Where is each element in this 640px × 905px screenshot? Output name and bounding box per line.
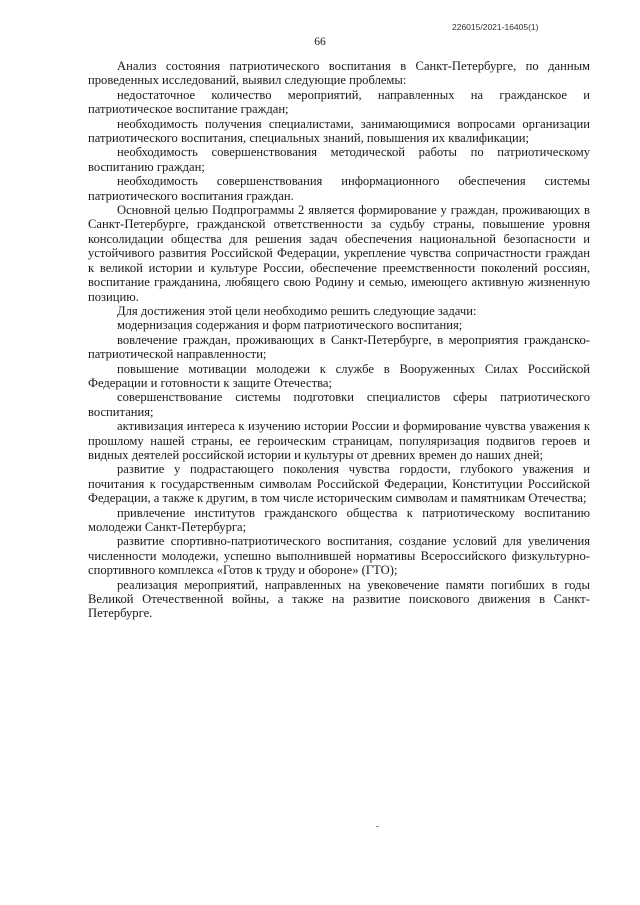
paragraph-task-9: реализация мероприятий, направленных на увековечение памяти погибших в годы Великой Отечественной войны, а также на развитие поискового движения в Санкт-Петербурге. [88,577,590,621]
paragraph-analysis-intro: Анализ состояния патриотического воспитания в Санкт-Петербурге, по данным проведенных исследований, выявил следующие проблемы: [88,59,590,88]
scan-speck [376,826,379,827]
paragraph-problem-3: необходимость совершенствования методической работы по патриотическому воспитанию граждан; [88,145,590,174]
paragraph-tasks-intro: Для достижения этой цели необходимо решить следующие задачи: [117,303,477,318]
paragraph-main-goal: Основной целью Подпрограммы 2 является формирование у граждан, проживающих в Санкт-Петербурге, гражданской ответственности за судьбу страны, повышение уровня консолидации общества для решения задач обеспечения национальной безопасности и устойчивого развития Российской Федерации, укрепление чувства сопричастности граждан к великой истории и культуре России, обеспечение преемственности поколений россиян, воспитание гражданина, любящего свою Родину и семью, имеющего активную жизненную позицию. [88,203,590,304]
paragraph-problem-2: необходимость получения специалистами, занимающимися вопросами организации патриотического воспитания, специальных знаний, повышения их квалификации; [88,116,590,146]
page-number: 66 [314,36,326,48]
document-body [88,59,590,621]
document-registration-number: 226015/2021-16405(1) [452,22,539,32]
paragraph-problem-4: необходимость совершенствования информационного обеспечения системы патриотического воспитания граждан. [88,174,590,203]
paragraph-task-5: активизация интереса к изучению истории России и формирование чувства уважения к прошлому нашей страны, ее героическим страницам, популяризация подвигов героев и видных деятелей российской истории и культуры от древних времен до наших дней; [88,419,590,462]
paragraph-task-7: привлечение институтов гражданского общества к патриотическому воспитанию молодежи Санкт-Петербурга; [88,505,590,534]
paragraph-task-1: модернизация содержания и форм патриотического воспитания; [117,318,463,333]
paragraph-task-3: повышение мотивации молодежи к службе в Вооруженных Силах Российской Федерации и готовности к защите Отечества; [88,361,590,390]
paragraph-problem-1: недостаточное количество мероприятий, направленных на гражданское и патриотическое воспитание граждан; [88,87,590,117]
paragraph-task-8: развитие спортивно-патриотического воспитания, создание условий для увеличения численности молодежи, успешно выполнившей нормативы Всероссийского физкультурно-спортивного комплекса «Готов к труду и обороне» (ГТО); [88,534,590,578]
paragraph-task-6: развитие у подрастающего поколения чувства гордости, глубокого уважения и почитания к государственным символам Российской Федерации, Конституции Российской Федерации, а также к другим, в том числе историческим символам и памятникам Отечества; [88,462,590,506]
paragraph-task-2: вовлечение граждан, проживающих в Санкт-Петербурге, в мероприятия гражданско-патриотической направленности; [88,332,590,362]
paragraph-task-4: совершенствование системы подготовки специалистов сферы патриотического воспитания; [88,390,590,419]
